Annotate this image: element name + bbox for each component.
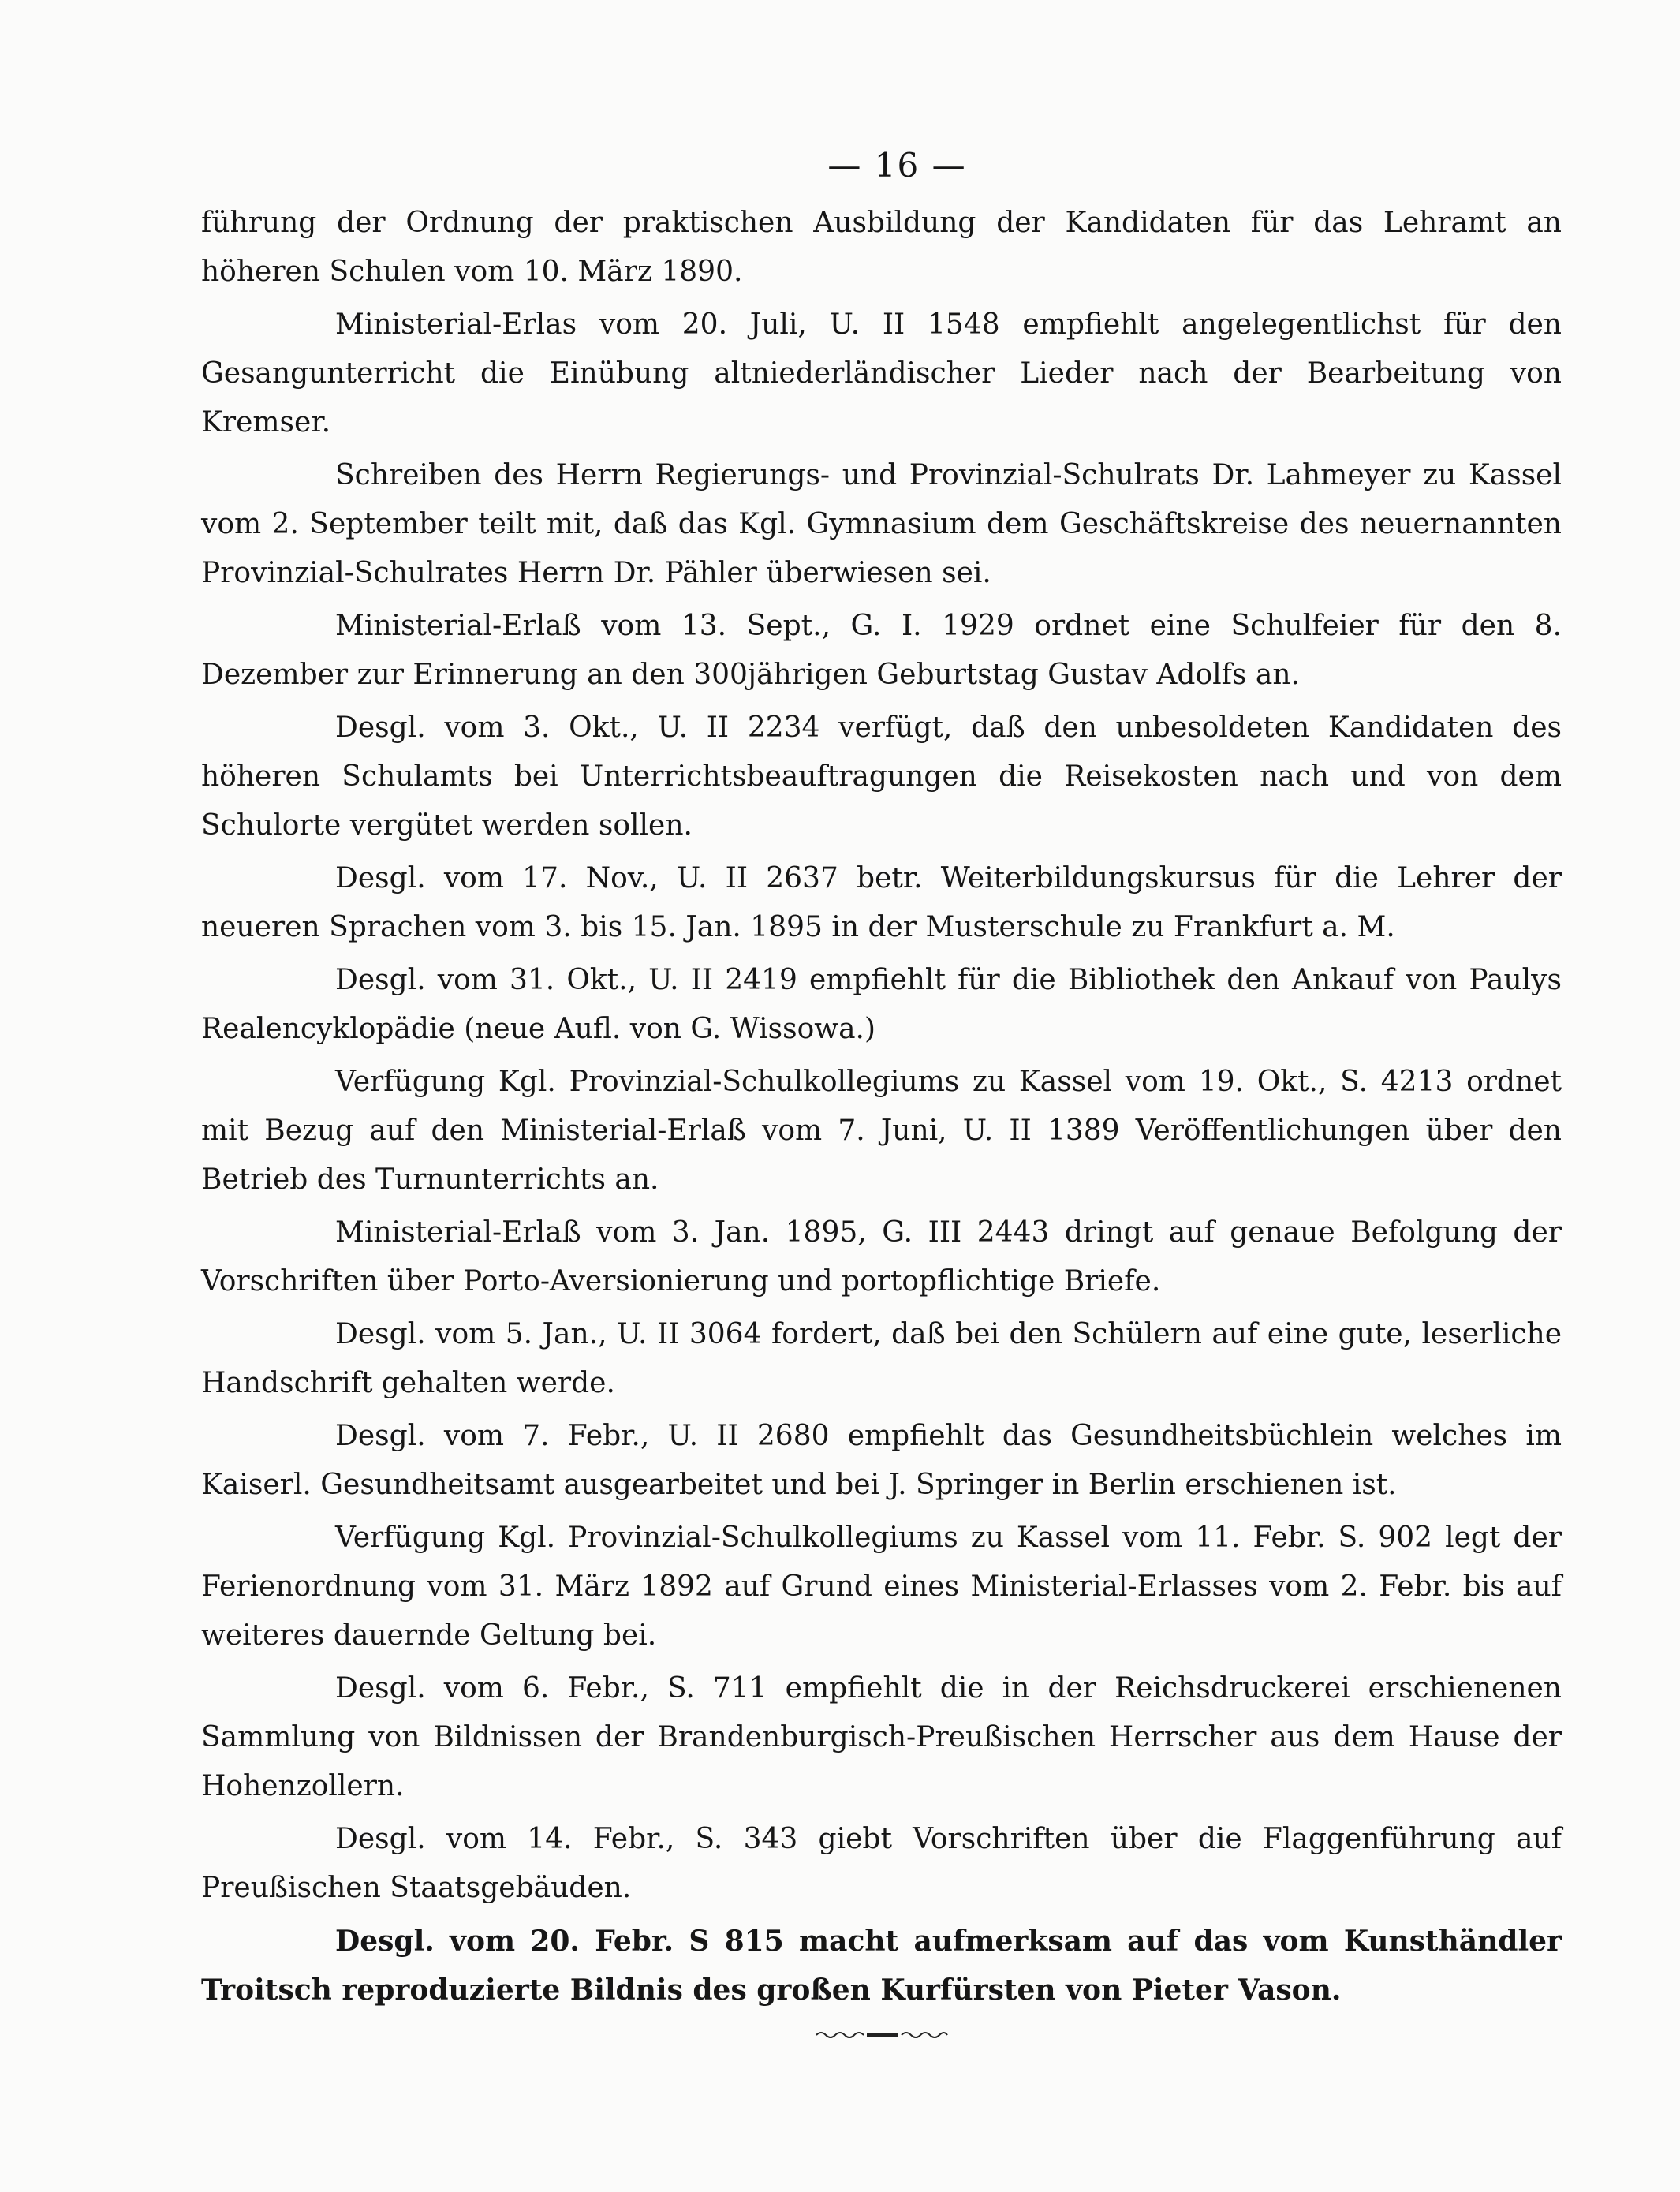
paragraph-continuation: führung der Ordnung der praktischen Ausbildung der Kandidaten für das Lehramt an höheren Schulen vom 10. März 1890. (201, 207, 1562, 288)
paragraph-gesundheitsbuechlein: Desgl. vom 7. Febr., U. II 2680 empfiehlt das Gesundheitsbüchlein welches im Kaiserl. Gesundheitsamt ausgearbeitet und bei J. Springer in Berlin erschienen ist. (201, 1420, 1562, 1501)
paragraph-realencyklopaedie: Desgl. vom 31. Okt., U. II 2419 empfiehlt für die Bibliothek den Ankauf von Paulys Realencyklopädie (neue Aufl. von G. Wissowa.) (201, 964, 1562, 1045)
paragraph-ferienordnung: Verfügung Kgl. Provinzial-Schulkollegiums zu Kassel vom 11. Febr. S. 902 legt der Ferienordnung vom 31. März 1892 auf Grund eines Ministerial-Erlasses vom 2. Febr. bis auf weiteres dauernde Geltung bei. (201, 1522, 1562, 1652)
page-number: — 16 — (827, 146, 967, 185)
ornament-rule-icon (815, 2029, 949, 2041)
paragraph-porto-aversionierung: Ministerial-Erlaß vom 3. Jan. 1895, G. III 2443 dringt auf genaue Befolgung der Vorschriften über Porto-Aversionierung und portopflichtige Briefe. (201, 1216, 1562, 1298)
document-page (201, 146, 1562, 2041)
paragraph-flaggenfuehrung: Desgl. vom 14. Febr., S. 343 giebt Vorschriften über die Flaggenführung auf Preußischen Staatsgebäuden. (201, 1823, 1562, 1904)
paragraph-hohenzollern-bildnisse: Desgl. vom 6. Febr., S. 711 empfiehlt die in der Reichsdruckerei erschienenen Sammlung von Bildnissen der Brandenburgisch-Preußischen Herrscher aus dem Hause der Hohenzollern. (201, 1672, 1562, 1802)
paragraph-gustav-adolf: Ministerial-Erlaß vom 13. Sept., G. I. 1929 ordnet eine Schulfeier für den 8. Dezember zur Erinnerung an den 300jährigen Geburtstag Gustav Adolfs an. (201, 610, 1562, 691)
paragraph-weiterbildungskursus: Desgl. vom 17. Nov., U. II 2637 betr. Weiterbildungskursus für die Lehrer der neueren Sprachen vom 3. bis 15. Jan. 1895 in der Musterschule zu Frankfurt a. M. (201, 862, 1562, 943)
paragraph-handschrift: Desgl. vom 5. Jan., U. II 3064 fordert, daß bei den Schülern auf eine gute, leserliche Handschrift gehalten werde. (201, 1318, 1562, 1399)
paragraph-schulrat-paehler: Schreiben des Herrn Regierungs- und Provinzial-Schulrats Dr. Lahmeyer zu Kassel vom 2. September teilt mit, daß das Kgl. Gymnasium dem Geschäftskreise des neuernannten Provinzial-Schulrates Herrn Dr. Pähler überwiesen sei. (201, 459, 1562, 589)
closing-ornament (201, 2029, 1562, 2041)
paragraph-kremser-lieder: Ministerial-Erlas vom 20. Juli, U. II 1548 empfiehlt angelegentlichst für den Gesangunterricht die Einübung altniederländischer Lieder nach der Bearbeitung von Kremser. (201, 308, 1562, 439)
paragraph-kurfuersten-bildnis: Desgl. vom 20. Febr. S 815 macht aufmerksam auf das vom Kunsthändler Troitsch reproduzierte Bildnis des großen Kurfürsten von Pieter Vason. (201, 1925, 1562, 2007)
paragraph-reisekosten: Desgl. vom 3. Okt., U. II 2234 verfügt, daß den unbesoldeten Kandidaten des höheren Schulamts bei Unterrichtsbeauftragungen die Reisekosten nach und von dem Schulorte vergütet werden sollen. (201, 711, 1562, 842)
paragraph-turnunterricht: Verfügung Kgl. Provinzial-Schulkollegiums zu Kassel vom 19. Okt., S. 4213 ordnet mit Bezug auf den Ministerial-Erlaß vom 7. Juni, U. II 1389 Veröffentlichungen über den Betrieb des Turnunterrichts an. (201, 1066, 1562, 1196)
